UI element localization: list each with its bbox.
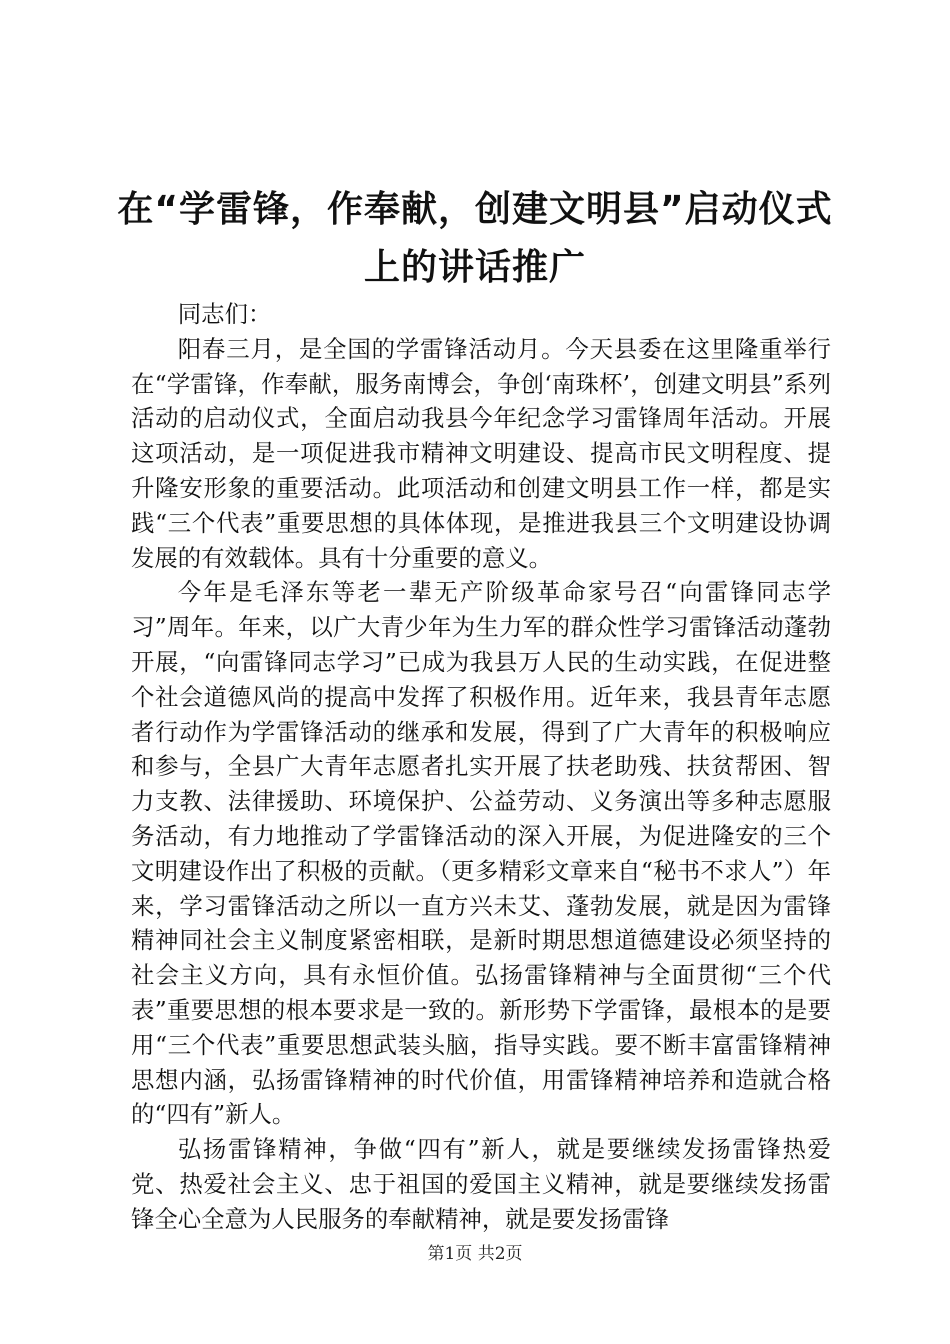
document-title-line-2: 上的讲话推广 [363, 247, 586, 288]
paragraph-2: 今年是毛泽东等老一辈无产阶级革命家号召“向雷锋同志学习”周年。年来，以广大青少年为生力军的群众性学习雷锋活动蓬勃开展，“向雷锋同志学习”已成为我县万人民的生动实践，在促进整个社会道德风尚的提高中发挥了积极作用。近年来，我县青年志愿者行动作为学雷锋活动的继承和发展，得到了广大青年的积极响应和参与，全县广大青年志愿者扎实开展了扶老助残、扶贫帮困、智力支教、法律援助、环境保护、公益劳动、义务演出等多种志愿服务活动，有力地推动了学雷锋活动的深入开展，为促进隆安的三个文明建设作出了积极的贡献。（更多精彩文章来自“秘书不求人”）年来，学习雷锋活动之所以一直方兴未艾、蓬勃发展，就是因为雷锋精神同社会主义制度紧密相联，是新时期思想道德建设必须坚持的社会主义方向，具有永恒价值。弘扬雷锋精神与全面贯彻“三个代表”重要思想的根本要求是一致的。新形势下学雷锋，最根本的是要用“三个代表”重要思想武装头脑，指导实践。要不断丰富雷锋精神思想内涵，弘扬雷锋精神的时代价值，用雷锋精神培养和造就合格的“四有”新人。 [131, 578, 831, 1129]
document-body [131, 297, 831, 1237]
paragraph-1: 阳春三月，是全国的学雷锋活动月。今天县委在这里隆重举行在“学雷锋，作奉献，服务南博会，争创‘南珠杯’，创建文明县”系列活动的启动仪式，全面启动我县今年纪念学习雷锋周年活动。开展这项活动，是一项促进我市精神文明建设、提高市民文明程度、提升隆安形象的重要活动。此项活动和创建文明县工作一样，都是实践“三个代表”重要思想的具体体现，是推进我县三个文明建设协调发展的有效载体。具有十分重要的意义。 [131, 334, 831, 572]
salutation: 同志们： [177, 300, 272, 328]
document-title-line-1: 在“学雷锋，作奉献，创建文明县”启动仪式 [117, 189, 833, 230]
paragraph-3: 弘扬雷锋精神，争做“四有”新人，就是要继续发扬雷锋热爱党、热爱社会主义、忠于祖国的爱国主义精神，就是要继续发扬雷锋全心全意为人民服务的奉献精神，就是要发扬雷锋 [131, 1135, 831, 1233]
page-footer: 第1页 共2页 [427, 1244, 523, 1264]
